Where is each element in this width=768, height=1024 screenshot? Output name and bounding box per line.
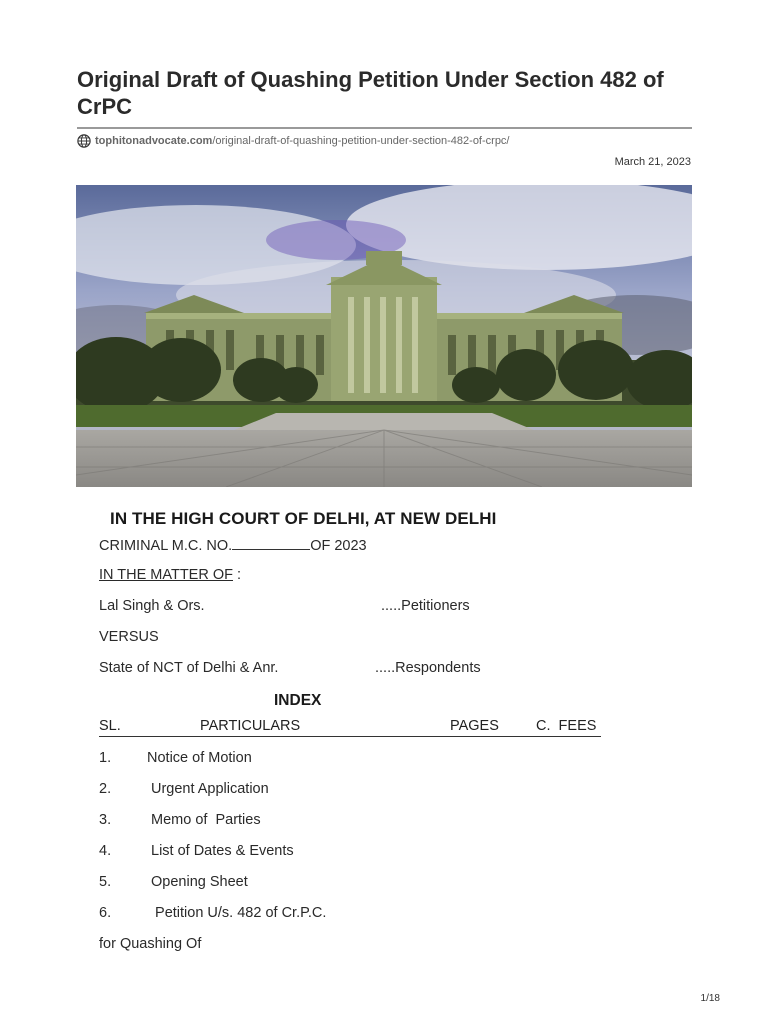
case-number-blank <box>232 537 310 550</box>
court-building-image <box>76 185 692 487</box>
url-domain: tophitonadvocate.com <box>95 135 213 147</box>
petitioner-name: Lal Singh & Ors. <box>99 598 205 614</box>
index-col-sl: SL. <box>99 718 121 734</box>
index-heading: INDEX <box>274 692 322 709</box>
respondent-role: .....Respondents <box>375 660 481 676</box>
trailing-text: for Quashing Of <box>99 936 202 952</box>
index-item-number: 1. <box>99 750 112 766</box>
index-item-text: Urgent Application <box>151 781 269 797</box>
globe-icon <box>77 134 91 148</box>
case-number-prefix: CRIMINAL M.C. NO. <box>99 538 233 554</box>
court-heading: IN THE HIGH COURT OF DELHI, AT NEW DELHI <box>110 509 497 528</box>
matter-colon: : <box>233 567 242 583</box>
index-header-row <box>99 718 601 737</box>
matter-line <box>99 567 241 583</box>
index-item-number: 2. <box>99 781 112 797</box>
index-item-number: 4. <box>99 843 112 859</box>
index-col-particulars: PARTICULARS <box>200 718 301 734</box>
page-title: Original Draft of Quashing Petition Under Section 482 of CrPC <box>77 67 664 119</box>
matter-label: IN THE MATTER OF <box>99 567 233 583</box>
case-number <box>99 537 367 554</box>
index-col-pages: PAGES <box>450 718 499 734</box>
index-item-text: Petition U/s. 482 of Cr.P.C. <box>151 905 327 921</box>
title-divider <box>77 127 692 129</box>
page-number: 1/18 <box>700 993 720 1004</box>
index-item-text: Memo of Parties <box>151 812 261 828</box>
respondent-name: State of NCT of Delhi & Anr. <box>99 660 279 676</box>
case-number-suffix: OF 2023 <box>310 538 367 554</box>
index-item-text: Notice of Motion <box>147 750 252 766</box>
index-item-text: Opening Sheet <box>151 874 248 890</box>
url-path: /original-draft-of-quashing-petition-under-section-482-of-crpc/ <box>212 135 510 147</box>
versus-label: VERSUS <box>99 629 159 645</box>
source-url[interactable] <box>77 133 510 149</box>
index-item-number: 6. <box>99 905 112 921</box>
petitioner-role: .....Petitioners <box>381 598 470 614</box>
index-item-number: 3. <box>99 812 112 828</box>
index-col-fees: C. FEES <box>536 718 597 734</box>
index-item-text: List of Dates & Events <box>151 843 294 859</box>
publish-date: March 21, 2023 <box>614 156 691 168</box>
index-item-number: 5. <box>99 874 112 890</box>
